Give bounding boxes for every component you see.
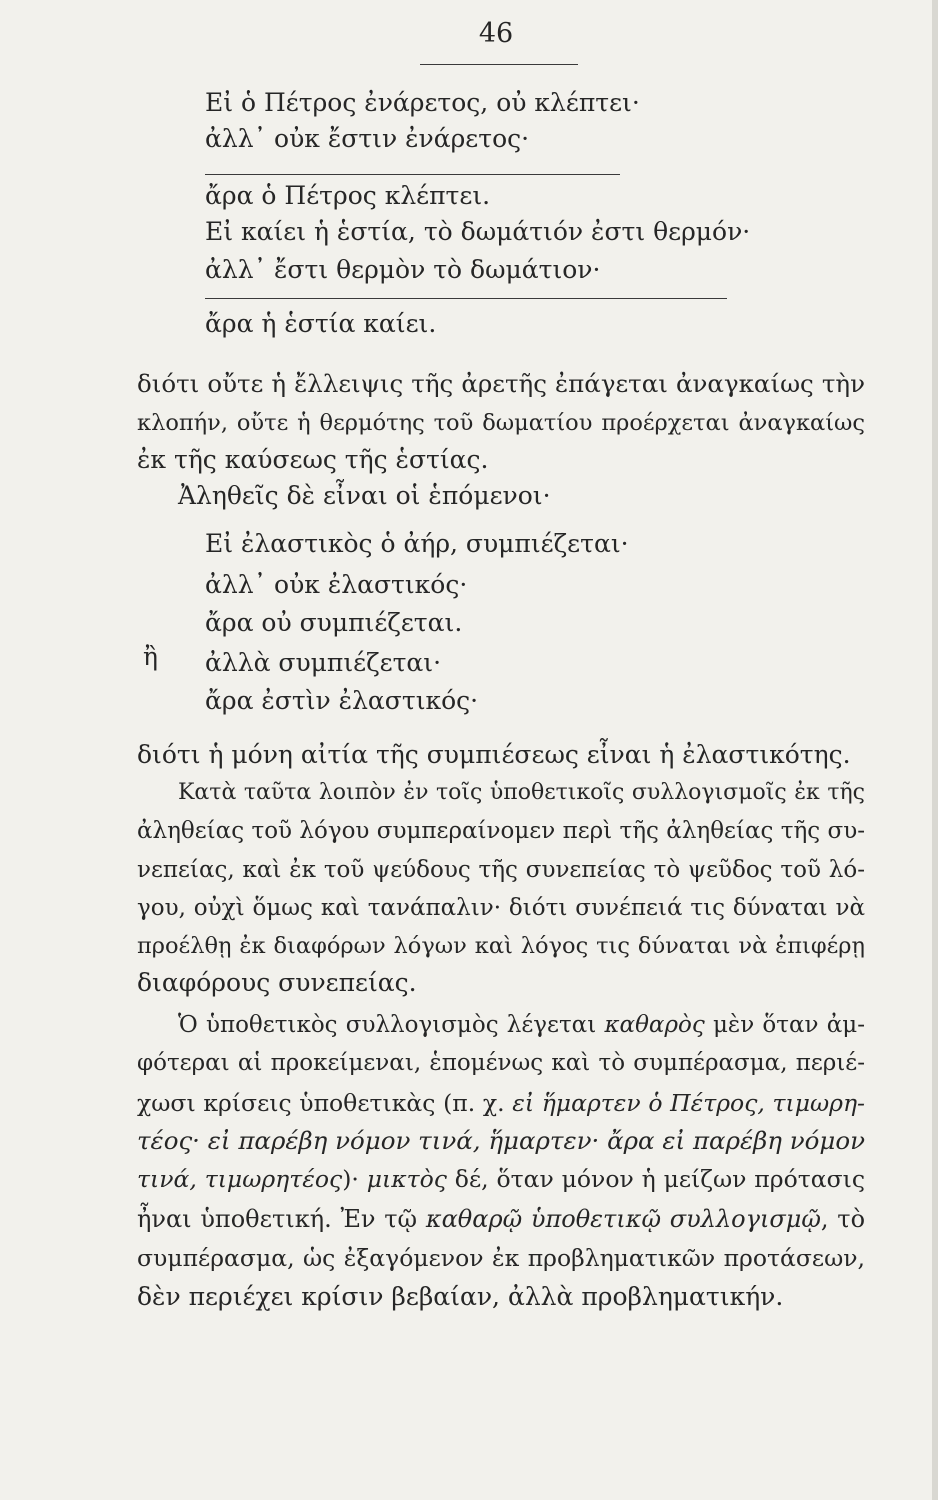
para4-line6: διαφόρους συνεπείας. (137, 968, 417, 997)
para5-term-pure-syllogism: καθαρῷ ὑποθετικῷ συλλογισμῷ (425, 1205, 821, 1233)
para5-line5-d: δέ, ὅταν μόνον ἡ μείζων πρότασις (446, 1165, 866, 1193)
page-number: 46 (478, 18, 514, 49)
para5-line1-c: μὲν ὅταν ἀμ- (704, 1012, 865, 1038)
para5-line1 (178, 1010, 865, 1040)
syllogism2-minor: ἀλλ᾽ ἔστι θερμὸν τὸ δωμάτιον· (205, 255, 601, 284)
para5-line8: δὲν περιέχει κρίσιν βεβαίαν, ἀλλὰ προβληματικήν. (137, 1282, 784, 1311)
syllogism1-minor: ἀλλ᾽ οὐκ ἔστιν ἐνάρετος· (205, 124, 530, 153)
or-marker: ἢ (143, 642, 158, 671)
syllogism3-major: Εἰ ἐλαστικὸς ὁ ἀήρ, συμπιέζεται· (205, 529, 629, 558)
para5-line6 (137, 1204, 865, 1234)
para5-line3 (137, 1088, 865, 1118)
para5-term-mixed: μικτὸς (366, 1165, 447, 1193)
syllogism4-minor: ἀλλὰ συμπιέζεται· (205, 648, 442, 677)
para5-line7: συμπέρασμα, ὡς ἐξαγόμενον ἐκ προβληματικῶν προτάσεων, (137, 1244, 865, 1272)
syllogism1-conclusion: ἄρα ὁ Πέτρος κλέπτει. (205, 181, 491, 210)
para5-line5 (137, 1164, 865, 1194)
syllogism1-major: Εἰ ὁ Πέτρος ἐνάρετος, οὐ κλέπτει· (205, 88, 640, 117)
para3: διότι ἡ μόνη αἰτία τῆς συμπιέσεως εἶναι ἡ ἐλαστικότης. (137, 740, 851, 769)
para5-line6-c: , τὸ (820, 1205, 866, 1233)
para5-line1-a: Ὁ ὑποθετικὸς συλλογισμὸς λέγεται (178, 1012, 605, 1038)
para4-line2: ἀληθείας τοῦ λόγου συμπεραίνομεν περὶ τῆς ἀληθείας τῆς συ- (137, 818, 865, 844)
syllogism2-major: Εἰ καίει ἡ ἑστία, τὸ δωμάτιόν ἐστι θερμόν· (205, 217, 751, 246)
para5-term-pure: καθαρὸς (604, 1012, 705, 1038)
syllogism3-conclusion: ἄρα οὐ συμπιέζεται. (205, 608, 463, 637)
syllogism2-conclusion: ἄρα ἡ ἑστία καίει. (205, 309, 437, 338)
para4-line5: προέλθῃ ἐκ διαφόρων λόγων καὶ λόγος τις δύναται νὰ ἐπιφέρῃ (137, 933, 865, 959)
para5-example-2: τέος· εἰ παρέβη νόμον τινά, ἥμαρτεν· ἄρα εἰ παρέβη νόμον (137, 1126, 865, 1155)
syllogism2-rule (205, 298, 727, 299)
para1-line1: διότι οὔτε ἡ ἔλλειψις τῆς ἀρετῆς ἐπάγεται ἀναγκαίως τὴν (137, 369, 865, 398)
para4-line3: νεπείας, καὶ ἐκ τοῦ ψεύδους τῆς συνεπείας τὸ ψεῦδος τοῦ λό- (137, 857, 865, 883)
syllogism1-rule (205, 174, 620, 175)
para1-line2: κλοπήν, οὔτε ἡ θερμότης τοῦ δωματίου προέρχεται ἀναγκαίως (137, 410, 865, 436)
header-rule (420, 64, 578, 65)
para1-line3: ἐκ τῆς καύσεως τῆς ἑστίας. (137, 445, 489, 474)
para5-example-3: τινά, τιμωρητέος (137, 1165, 343, 1193)
syllogism4-conclusion: ἄρα ἐστὶν ἐλαστικός· (205, 686, 479, 715)
para2-intro: Ἀληθεῖς δὲ εἶναι οἱ ἑπόμενοι· (178, 481, 551, 510)
para4-line4: γου, οὐχὶ ὅμως καὶ τανάπαλιν· διότι συνέπειά τις δύναται νὰ (137, 895, 865, 921)
para5-example-1: εἰ ἥμαρτεν ὁ Πέτρος, τιμωρη- (512, 1089, 865, 1117)
para5-line6-a: ἦναι ὑποθετική. Ἐν τῷ (137, 1205, 426, 1233)
para5-line3-a: χωσι κρίσεις ὑποθετικὰς (π. χ. (137, 1089, 513, 1117)
para5-line2: φότεραι αἱ προκείμεναι, ἑπομένως καὶ τὸ συμπέρασμα, περιέ- (137, 1050, 865, 1076)
page-edge-shadow (932, 0, 938, 1500)
syllogism3-minor: ἀλλ᾽ οὐκ ἐλαστικός· (205, 570, 468, 599)
para5-line4 (137, 1126, 865, 1156)
para4-line1: Κατὰ ταῦτα λοιπὸν ἐν τοῖς ὑποθετικοῖς συλλογισμοῖς ἐκ τῆς (178, 780, 865, 805)
para5-line5-b: )· (342, 1165, 367, 1193)
